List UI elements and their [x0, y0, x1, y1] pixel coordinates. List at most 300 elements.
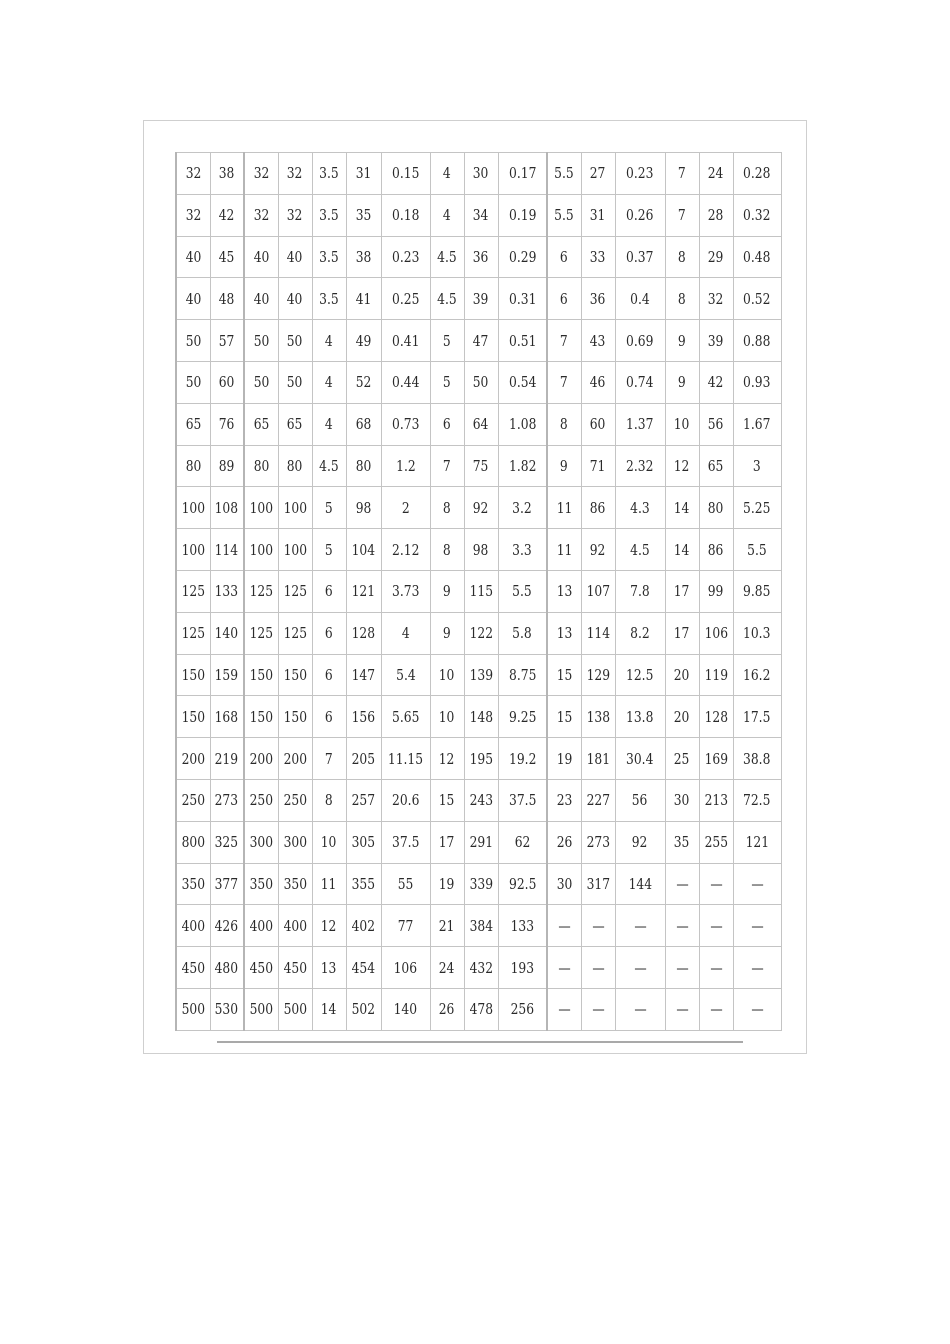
cell-value: —: [709, 1000, 723, 1019]
table-cell: [210, 153, 244, 195]
cell-value: 7: [443, 456, 451, 475]
cell-value: 77: [397, 916, 414, 935]
table-cell: [430, 529, 464, 571]
table-cell: [615, 320, 665, 362]
cell-value: 227: [586, 791, 610, 810]
cell-value: 17: [674, 582, 690, 601]
table-cell: [615, 445, 665, 487]
table-cell: [547, 487, 581, 529]
cell-value: 13: [556, 624, 573, 643]
cell-value: 0.19: [508, 206, 536, 225]
cell-value: 147: [351, 665, 376, 684]
cell-value: 800: [181, 833, 205, 852]
table-cell: [346, 236, 381, 278]
cell-value: 159: [214, 665, 239, 684]
table-cell: [244, 320, 278, 362]
cell-value: 6: [560, 289, 569, 308]
table-cell: [581, 153, 615, 195]
table-cell: [498, 403, 547, 445]
cell-value: 168: [214, 707, 239, 726]
table-cell: [615, 487, 665, 529]
cell-value: 200: [283, 749, 307, 768]
table-cell: [665, 779, 699, 821]
table-cell: [278, 570, 312, 612]
table-cell: [430, 738, 464, 780]
table-row: [176, 947, 781, 989]
cell-value: 36: [473, 247, 489, 266]
table-cell: [464, 487, 498, 529]
cell-value: 92: [590, 540, 606, 559]
table-cell: [464, 947, 498, 989]
cell-value: 243: [469, 791, 493, 810]
cell-value: 0.15: [391, 164, 420, 183]
cell-value: 86: [590, 498, 606, 517]
table-cell: [430, 696, 464, 738]
cell-value: 325: [214, 833, 239, 852]
cell-value: 115: [469, 582, 493, 601]
table-cell: [312, 738, 346, 780]
cell-value: 250: [283, 791, 307, 810]
cell-value: 5: [443, 373, 451, 392]
table-cell: [699, 696, 733, 738]
table-cell: [210, 863, 244, 905]
table-cell: [244, 570, 278, 612]
cell-value: 89: [218, 456, 235, 475]
table-cell: [244, 696, 278, 738]
table-cell: [210, 570, 244, 612]
cell-value: 35: [355, 206, 372, 225]
table-cell: [498, 153, 547, 195]
cell-value: 10: [674, 415, 690, 434]
cell-value: 205: [351, 749, 376, 768]
table-cell: [244, 403, 278, 445]
cell-value: 4: [325, 373, 333, 392]
cell-value: 106: [393, 958, 418, 977]
table-row: [176, 278, 781, 320]
cell-value: 400: [181, 916, 205, 935]
cell-value: 4.5: [437, 247, 457, 266]
table-cell: [244, 612, 278, 654]
cell-value: 17.5: [743, 707, 771, 726]
table-cell: [176, 194, 210, 236]
table-cell: [733, 696, 781, 738]
table-cell: [346, 153, 381, 195]
cell-value: 4.5: [630, 540, 650, 559]
cell-value: —: [750, 916, 764, 935]
cell-value: 12: [321, 916, 337, 935]
table-cell: [699, 153, 733, 195]
cell-value: 0.26: [626, 206, 654, 225]
cell-value: 4: [443, 164, 451, 183]
table-cell: [615, 570, 665, 612]
table-cell: [547, 320, 581, 362]
cell-value: 6: [325, 665, 333, 684]
cell-value: 5: [325, 498, 333, 517]
cell-value: 181: [586, 749, 610, 768]
cell-value: 65: [185, 415, 202, 434]
table-cell: [733, 320, 781, 362]
cell-value: 5.5: [554, 206, 575, 225]
table-cell: [581, 821, 615, 863]
table-cell: [312, 320, 346, 362]
cell-value: —: [633, 958, 647, 977]
table-cell: [312, 988, 346, 1030]
table-cell: [278, 153, 312, 195]
cell-value: 0.93: [743, 373, 771, 392]
cell-value: 11.15: [387, 749, 424, 768]
table-cell: [464, 779, 498, 821]
cell-value: 339: [469, 874, 493, 893]
cell-value: 43: [590, 331, 606, 350]
table-cell: [346, 361, 381, 403]
cell-value: 4.3: [630, 498, 650, 517]
cell-value: 257: [351, 791, 376, 810]
table-cell: [581, 194, 615, 236]
cell-value: —: [709, 916, 723, 935]
table-cell: [464, 821, 498, 863]
cell-value: —: [633, 1000, 647, 1019]
table-cell: [498, 570, 547, 612]
table-cell: [346, 487, 381, 529]
table-cell: [176, 863, 210, 905]
cell-value: 0.74: [626, 373, 654, 392]
cell-value: 80: [287, 456, 303, 475]
table-cell: [430, 153, 464, 195]
table-cell: [430, 612, 464, 654]
cell-value: 4: [443, 206, 451, 225]
table-cell: [278, 988, 312, 1030]
cell-value: 195: [469, 749, 493, 768]
table-cell: [498, 278, 547, 320]
cell-value: 5: [443, 331, 451, 350]
cell-value: 42: [708, 373, 724, 392]
cell-value: 3.5: [319, 206, 339, 225]
cell-value: 108: [214, 498, 239, 517]
cell-value: 1.37: [626, 415, 654, 434]
table-cell: [581, 320, 615, 362]
table-cell: [498, 194, 547, 236]
cell-value: —: [558, 1000, 571, 1019]
cell-value: 0.23: [391, 247, 420, 266]
cell-value: 38: [355, 247, 372, 266]
cell-value: 125: [181, 582, 205, 601]
cell-value: 0.41: [391, 331, 420, 350]
cell-value: 5.65: [391, 707, 420, 726]
table-cell: [312, 654, 346, 696]
cell-value: 92.5: [508, 874, 536, 893]
table-cell: [210, 821, 244, 863]
table-cell: [665, 529, 699, 571]
table-cell: [464, 445, 498, 487]
cell-value: 125: [249, 624, 273, 643]
cell-value: 50: [185, 373, 202, 392]
cell-value: 32: [185, 164, 202, 183]
cell-value: 39: [708, 331, 724, 350]
table-cell: [615, 905, 665, 947]
cell-value: —: [591, 1000, 605, 1019]
table-cell: [244, 738, 278, 780]
table-cell: [381, 988, 430, 1030]
cell-value: 6: [560, 247, 569, 266]
table-cell: [244, 487, 278, 529]
cell-value: 305: [351, 833, 376, 852]
table-cell: [699, 821, 733, 863]
table-cell: [581, 779, 615, 821]
table-cell: [733, 403, 781, 445]
cell-value: 26: [439, 1000, 455, 1019]
table-cell: [665, 487, 699, 529]
cell-value: —: [675, 916, 689, 935]
table-row: [176, 988, 781, 1030]
table-cell: [176, 612, 210, 654]
table-row: [176, 696, 781, 738]
table-cell: [210, 696, 244, 738]
cell-value: 15: [556, 665, 573, 684]
table-cell: [699, 278, 733, 320]
cell-value: 32: [253, 206, 270, 225]
data-table: [175, 152, 782, 1031]
table-cell: [547, 570, 581, 612]
cell-value: 100: [249, 498, 273, 517]
table-cell: [176, 361, 210, 403]
cell-value: 255: [704, 833, 728, 852]
table-cell: [665, 236, 699, 278]
cell-value: 15: [556, 707, 573, 726]
cell-value: 12: [674, 456, 690, 475]
table-cell: [733, 738, 781, 780]
table-cell: [381, 570, 430, 612]
cell-value: 20: [674, 665, 690, 684]
table-cell: [699, 988, 733, 1030]
cell-value: 6: [325, 624, 333, 643]
cell-value: 21: [439, 916, 455, 935]
table-cell: [312, 361, 346, 403]
table-cell: [665, 738, 699, 780]
cell-value: 24: [439, 958, 455, 977]
table-cell: [278, 361, 312, 403]
table-cell: [244, 529, 278, 571]
table-cell: [464, 320, 498, 362]
table-cell: [547, 863, 581, 905]
table-cell: [210, 487, 244, 529]
table-cell: [699, 529, 733, 571]
cell-value: 350: [249, 874, 273, 893]
cell-value: 60: [218, 373, 235, 392]
table-cell: [665, 696, 699, 738]
table-cell: [381, 194, 430, 236]
table-cell: [464, 612, 498, 654]
cell-value: 2.12: [391, 540, 420, 559]
cell-value: 62: [514, 833, 531, 852]
table-cell: [699, 570, 733, 612]
table-cell: [733, 905, 781, 947]
table-cell: [581, 612, 615, 654]
cell-value: 300: [283, 833, 307, 852]
table-cell: [699, 236, 733, 278]
table-cell: [699, 779, 733, 821]
cell-value: 98: [473, 540, 489, 559]
table-cell: [498, 779, 547, 821]
table-cell: [498, 529, 547, 571]
cell-value: 530: [214, 1000, 239, 1019]
cell-value: 50: [253, 373, 270, 392]
table-cell: [210, 738, 244, 780]
table-cell: [464, 738, 498, 780]
cell-value: 3.3: [512, 540, 533, 559]
cell-value: 17: [674, 624, 690, 643]
table-cell: [312, 153, 346, 195]
cell-value: 50: [473, 373, 489, 392]
table-cell: [615, 153, 665, 195]
cell-value: 150: [283, 665, 307, 684]
cell-value: 10: [439, 665, 455, 684]
table-cell: [430, 278, 464, 320]
cell-value: —: [633, 916, 647, 935]
table-cell: [615, 194, 665, 236]
cell-value: 20.6: [391, 791, 420, 810]
table-row: [176, 445, 781, 487]
cell-value: 98: [355, 498, 372, 517]
table-cell: [278, 654, 312, 696]
table-cell: [430, 905, 464, 947]
cell-value: 7: [325, 749, 333, 768]
cell-value: 2.32: [626, 456, 654, 475]
table-cell: [464, 988, 498, 1030]
table-cell: [699, 403, 733, 445]
cell-value: 99: [708, 582, 724, 601]
table-cell: [430, 863, 464, 905]
cell-value: 40: [287, 247, 303, 266]
table-cell: [547, 988, 581, 1030]
cell-value: 72.5: [743, 791, 771, 810]
cell-value: 8: [325, 791, 333, 810]
cell-value: 104: [351, 540, 376, 559]
table-cell: [547, 403, 581, 445]
cell-value: 0.28: [743, 164, 771, 183]
cell-value: 26: [556, 833, 573, 852]
table-cell: [615, 236, 665, 278]
cell-value: 7: [678, 206, 686, 225]
cell-value: 47: [473, 331, 489, 350]
cell-value: 8: [678, 289, 686, 308]
table-cell: [547, 361, 581, 403]
cell-value: 6: [325, 582, 333, 601]
cell-value: 125: [181, 624, 205, 643]
cell-value: 8: [560, 415, 569, 434]
cell-value: 19: [556, 749, 573, 768]
table-cell: [464, 236, 498, 278]
table-cell: [244, 194, 278, 236]
cell-value: 27: [590, 164, 606, 183]
table-cell: [278, 779, 312, 821]
table-cell: [381, 403, 430, 445]
table-cell: [346, 194, 381, 236]
table-row: [176, 487, 781, 529]
table-cell: [464, 278, 498, 320]
table-cell: [464, 654, 498, 696]
table-cell: [464, 905, 498, 947]
cell-value: 32: [708, 289, 724, 308]
table-cell: [312, 570, 346, 612]
table-row: [176, 320, 781, 362]
cell-value: 45: [218, 247, 235, 266]
table-row: [176, 236, 781, 278]
table-cell: [581, 529, 615, 571]
cell-value: 48: [218, 289, 235, 308]
cell-value: 144: [628, 874, 652, 893]
table-cell: [581, 487, 615, 529]
table-cell: [547, 236, 581, 278]
table-cell: [278, 696, 312, 738]
table-cell: [210, 612, 244, 654]
bottom-rule: [217, 1041, 743, 1043]
table-cell: [581, 863, 615, 905]
cell-value: 34: [473, 206, 489, 225]
table-cell: [430, 779, 464, 821]
cell-value: 38: [218, 164, 235, 183]
cell-value: 219: [214, 749, 239, 768]
cell-value: —: [558, 916, 571, 935]
table-cell: [210, 361, 244, 403]
cell-value: 50: [253, 331, 270, 350]
table-cell: [665, 947, 699, 989]
table-row: [176, 612, 781, 654]
cell-value: 14: [674, 498, 690, 517]
cell-value: 150: [181, 665, 205, 684]
cell-value: 10: [439, 707, 455, 726]
cell-value: 0.48: [743, 247, 771, 266]
cell-value: 49: [355, 331, 372, 350]
cell-value: 30: [556, 874, 573, 893]
cell-value: 4: [401, 624, 410, 643]
table-cell: [547, 153, 581, 195]
table-cell: [498, 821, 547, 863]
table-cell: [498, 738, 547, 780]
table-cell: [733, 445, 781, 487]
cell-value: 156: [351, 707, 376, 726]
table-cell: [498, 445, 547, 487]
table-cell: [244, 236, 278, 278]
table-cell: [430, 236, 464, 278]
table-cell: [615, 779, 665, 821]
cell-value: 107: [586, 582, 610, 601]
table-cell: [733, 821, 781, 863]
table-cell: [464, 696, 498, 738]
table-cell: [733, 863, 781, 905]
cell-value: 11: [321, 874, 337, 893]
table-cell: [381, 320, 430, 362]
table-cell: [176, 153, 210, 195]
cell-value: 291: [469, 833, 493, 852]
table-cell: [699, 445, 733, 487]
table-cell: [699, 361, 733, 403]
cell-value: 355: [351, 874, 376, 893]
table-cell: [464, 194, 498, 236]
table-cell: [244, 153, 278, 195]
table-cell: [430, 320, 464, 362]
cell-value: 9: [443, 624, 451, 643]
cell-value: 29: [708, 247, 724, 266]
table-cell: [733, 487, 781, 529]
table-cell: [381, 654, 430, 696]
cell-value: 106: [704, 624, 728, 643]
table-cell: [312, 863, 346, 905]
cell-value: 426: [214, 916, 239, 935]
cell-value: 92: [473, 498, 489, 517]
table-cell: [547, 821, 581, 863]
cell-value: —: [750, 958, 764, 977]
table-cell: [346, 988, 381, 1030]
